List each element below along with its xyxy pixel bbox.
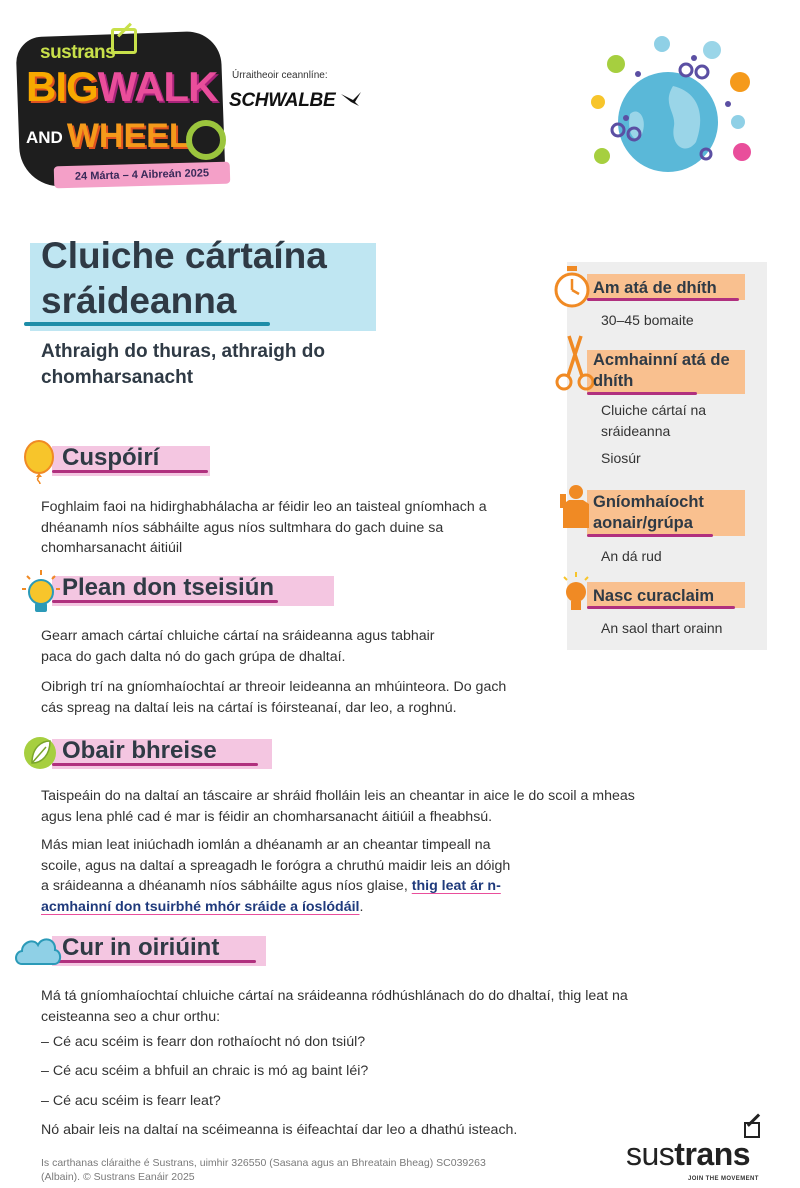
sidebar-resources-value: Cluiche cártaí na sráideanna xyxy=(601,402,707,439)
logo-dates: 24 Márta – 4 Aibreán 2025 xyxy=(54,162,231,189)
stopwatch-icon xyxy=(553,266,591,315)
scissors-icon xyxy=(555,334,595,397)
section-aims-heading: Cuspóirí xyxy=(22,440,202,476)
sponsor-label: Úrraitheoir ceannlíne: xyxy=(232,70,328,81)
big-walk-and-wheel-logo xyxy=(18,22,230,194)
person-icon xyxy=(559,484,593,535)
sidebar-curriculum-value: An saol thart orainn xyxy=(601,620,723,636)
cloud-icon xyxy=(14,930,62,975)
charity-footer: Is carthanas cláraithe é Sustrans, uimhir 326550 (Sasana agus an Bhreatain Bheag) SC039263 (Albain). © Sustrans Eanáir 2025 xyxy=(41,1157,486,1183)
section-plan-text: Gearr amach cártaí chluiche cártaí na sráideanna agus tabhair paca do gach dalta nó do gach grúpa de dhaltaí. xyxy=(41,628,435,665)
sustrans-footer-logo: sustrans JOIN THE MOVEMENT xyxy=(626,1108,776,1186)
section-plan-heading: Plean don tseisiún xyxy=(22,570,322,606)
section-adapt-heading: Cur in oiriúint xyxy=(14,930,264,966)
logo-line2: AND WHEEL xyxy=(26,117,190,155)
sidebar-time-value: 30–45 bomaite xyxy=(601,312,694,328)
schwalbe-bird-icon xyxy=(341,90,361,112)
info-sidebar: Am atá de dhíth 30–45 bomaite Acmhainní atá de dhíth Cluiche cártaí na sráideanna Siosúr Gníomhaíocht aonair/grúpa An dá rud Nasc curaclaim An saol thart orainn xyxy=(567,262,767,650)
logo-brand: sustrans xyxy=(40,42,116,63)
title-underline xyxy=(24,322,270,326)
section-adapt-question: – Cé acu scéim is fearr leat? xyxy=(41,1093,221,1109)
section-adapt-question: – Cé acu scéim a bhfuil an chraic is mó ag baint léi? xyxy=(41,1063,369,1079)
section-aims-text: Foghlaim faoi na hidirghabhálacha ar féidir leo an taisteal gníomhach a dhéanamh níos sábháilte agus níos sultmhara do gach duine sa chomharsanacht áitiúil xyxy=(41,499,487,556)
sidebar-activity-value: An dá rud xyxy=(601,548,662,564)
resources-download-link[interactable]: thig leat ár n-acmhainní don tsuirbhé mhór sráide a íoslódáil xyxy=(41,878,501,915)
section-plan-text-2: Oibrigh trí na gníomhaíochtaí ar threoir leideanna an mhúinteora. Do gach cás spreag na daltaí leis na cártaí is fóirsteanaí, dar leo, a roghnú. xyxy=(41,679,507,716)
leaf-icon xyxy=(22,733,58,778)
sidebar-resources-value-2: Siosúr xyxy=(601,450,641,466)
section-extension-heading: Obair bhreise xyxy=(22,733,262,769)
section-extension-text: Taispeáin do na daltaí an táscaire ar shráid fholláin leis an cheantar in aice le do scoil a mheas agus lena phlé cad é mar is féidir an chomharsanacht áitiúil a fheabhsú. xyxy=(41,788,635,825)
section-adapt-closing: Nó abair leis na daltaí na scéimeanna is éifeachtaí dar leo a dhathú isteach. xyxy=(41,1122,518,1138)
page-subtitle: Athraigh do thuras, athraigh do chomharsanacht xyxy=(41,341,325,388)
page-title: Cluiche cártaína sráideanna xyxy=(41,235,327,321)
sponsor-logo: SCHWALBE xyxy=(229,90,361,112)
section-extension-text-2: Más mian leat iniúchadh iomlán a dhéanamh ar an cheantar timpeall na scoile, agus na daltaí a spreagadh le forógra a chruthú maidir leis an dóigh a sráideanna a dhéanamh níos sábháilte agus níos glaise, thig leat ár n-acmhainní don tsuirbhé mhór sráide a íoslódáil. xyxy=(41,837,511,915)
section-adapt-intro: Má tá gníomhaíochtaí chluiche cártaí na sráideanna ródhúshlánach do do dhaltaí, thig leat na ceisteanna seo a chur orthu: xyxy=(41,988,628,1025)
idea-icon xyxy=(559,572,593,621)
globe-illustration xyxy=(578,34,764,174)
section-adapt-question: – Cé acu scéim is fearr don rothaíocht nó don tsiúl? xyxy=(41,1034,366,1050)
balloon-icon xyxy=(22,440,58,489)
wheel-icon xyxy=(186,120,226,160)
lightbulb-icon xyxy=(22,570,60,621)
logo-line1: BIGWALK xyxy=(26,63,218,110)
